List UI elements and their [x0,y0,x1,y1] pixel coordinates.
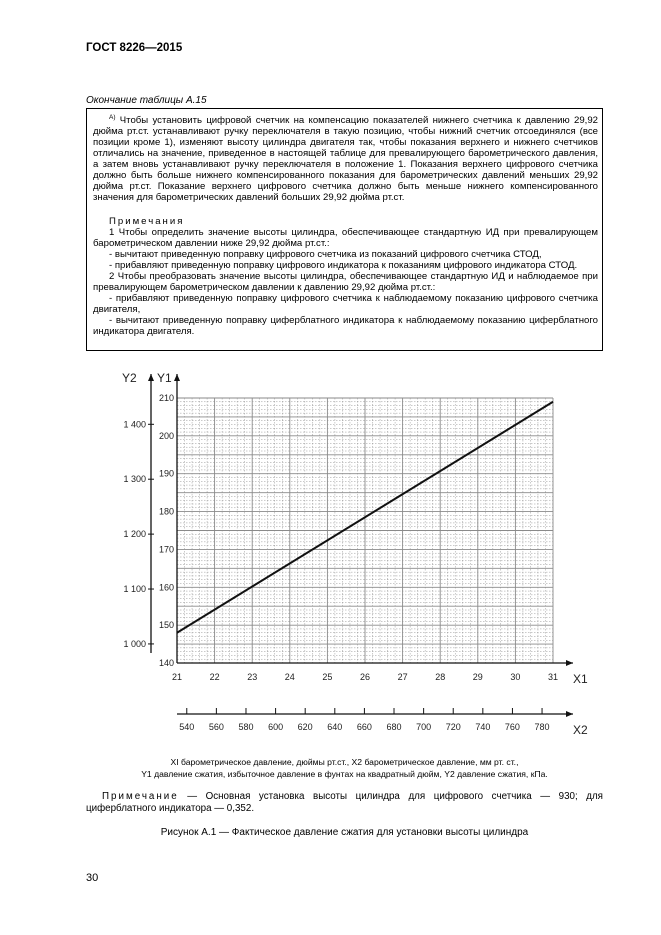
figure-legend-line-2: Y1 давление сжатия, избыточное давление в фунтах на квадратный дюйм, Y2 давление сжатия, кПа. [141,769,548,779]
y2-axis-label: Y2 [122,371,137,385]
x2-tick-label: 620 [297,722,313,732]
y1-tick-label: 150 [158,620,174,631]
figure-legend-line-1: XI барометрическое давление, дюймы рт.ст., X2 барометрическое давление, мм рт. ст., [170,757,519,767]
y2-tick-label: 1 200 [123,529,146,540]
x2-tick-label: 740 [475,722,491,732]
x1-tick-label: 21 [171,672,183,682]
y1-axis-arrow [174,374,180,381]
y2-tick-label: 1 300 [123,474,146,485]
x1-tick-label: 23 [247,672,258,682]
y2-axis-arrow [148,374,154,381]
x2-axis-label: X2 [573,723,588,737]
y1-tick-label: 140 [158,658,174,668]
x1-tick-label: 26 [359,672,371,682]
y1-tick-label: 200 [158,430,174,441]
standard-header: ГОСТ 8226—2015 [86,42,183,54]
bottom-note [86,791,603,815]
note-1-item-a: - вычитают приведенную поправку цифрового счетчика из показаний цифрового счетчика СТОД, [109,249,542,260]
x2-tick-label: 700 [416,722,432,732]
x1-axis-label: X1 [573,672,588,686]
x2-tick-label: 640 [327,722,343,732]
x2-tick-label: 660 [356,722,372,732]
x2-tick-label: 760 [504,722,520,732]
x2-tick-label: 680 [386,722,402,732]
y1-tick-label: 180 [158,506,174,517]
x1-tick-label: 31 [547,672,559,682]
notes-heading: Примечания [109,216,185,227]
x2-axis [177,708,588,737]
chart-grid [177,398,553,663]
footnote-paragraph: $^{А)}$ Чтобы установить цифровой счетчик на компенсацию показателей нижнего счетчика к давлению 29,92 дюйма рт.ст. устанавливают ручку переключателя в такую позицию, чтобы нижний счетчик отсоединялся (все позиции кроме 1), изменяют высоту цилиндра двигателя так, чтобы показания верхнего и нижнего счетчиков отличались на значение, приведенное в настоящей таблице для превалирующего барометрического давления, а затем вновь устанавливают ручку переключателя в положение 1. Показания верхнего цифрового счетчика должно быть больше нижнего компенсированного показания для барометрических давлений меньших 29,92 дюйма рт.ст. Показание верхнего цифрового счетчика должно быть меньше нижнего компенсированного значения для барометрических давлений больших 29,92 дюйма рт.ст. [93,114,598,203]
table-continuation-caption: Окончание таблицы А.15 [86,95,207,106]
note-2: 2 Чтобы преобразовать значение высоты цилиндра, обеспечивающее стандартную ИД и наблюдаемое при превалирующем барометрическом давлении к давлению 29,92 дюйма рт.ст.: [93,271,598,293]
y1-tick-label: 210 [158,393,174,403]
x1-tick-label: 22 [209,672,220,682]
x1-tick-label: 30 [510,672,521,682]
page-number: 30 [86,872,99,884]
y2-tick-label: 1 000 [123,638,146,649]
footnote-mark: А) [109,114,116,121]
note-1: 1 Чтобы определить значение высоты цилиндра, обеспечивающее стандартную ИД при превалирующем барометрическом давлении ниже 29,92 дюйма рт.ст.: [93,227,598,249]
note-2-item-a: - прибавляют приведенную поправку цифрового счетчика к наблюдаемому показанию цифрового счетчика двигателя, [93,293,598,315]
y2-tick-label: 1 100 [123,584,146,595]
x1-tick-label: 24 [284,672,295,682]
bottom-note-label: Примечание [102,791,179,802]
note-2-item-b: - вычитают приведенную поправку циферблатного индикатора к наблюдаемому показанию циферблатного индикатора двигателя. [93,315,598,337]
y1-axis-label: Y1 [157,371,172,385]
x1-tick-label: 28 [435,672,446,682]
bottom-note-text: — Основная установка высоты цилиндра для цифрового счетчика — 930; для циферблатного индикатора — 0,352. [86,791,603,814]
x1-tick-label: 27 [397,672,408,682]
x2-tick-label: 560 [208,722,224,732]
compression-pressure-chart [100,362,590,744]
x2-tick-label: 580 [238,722,254,732]
x1-tick-label: 29 [472,672,483,682]
y1-tick-label: 160 [158,582,174,593]
note-1-item-b: - прибавляют приведенную поправку цифрового индикатора к показаниям цифрового индикатора СТОД. [109,260,578,271]
x2-tick-label: 780 [534,722,550,732]
x2-axis-arrow [566,711,573,717]
y1-tick-label: 190 [158,468,174,479]
x1-tick-label: 25 [322,672,333,682]
y1-tick-label: 170 [158,544,174,555]
y2-tick-label: 1 400 [123,419,146,430]
x2-tick-label: 540 [179,722,195,732]
x2-tick-label: 720 [445,722,461,732]
x2-tick-label: 600 [268,722,284,732]
footnote-box [86,108,603,351]
x1-axis-arrow [566,660,573,666]
figure-caption: Рисунок А.1 — Фактическое давление сжатия для установки высоты цилиндра [160,827,529,838]
